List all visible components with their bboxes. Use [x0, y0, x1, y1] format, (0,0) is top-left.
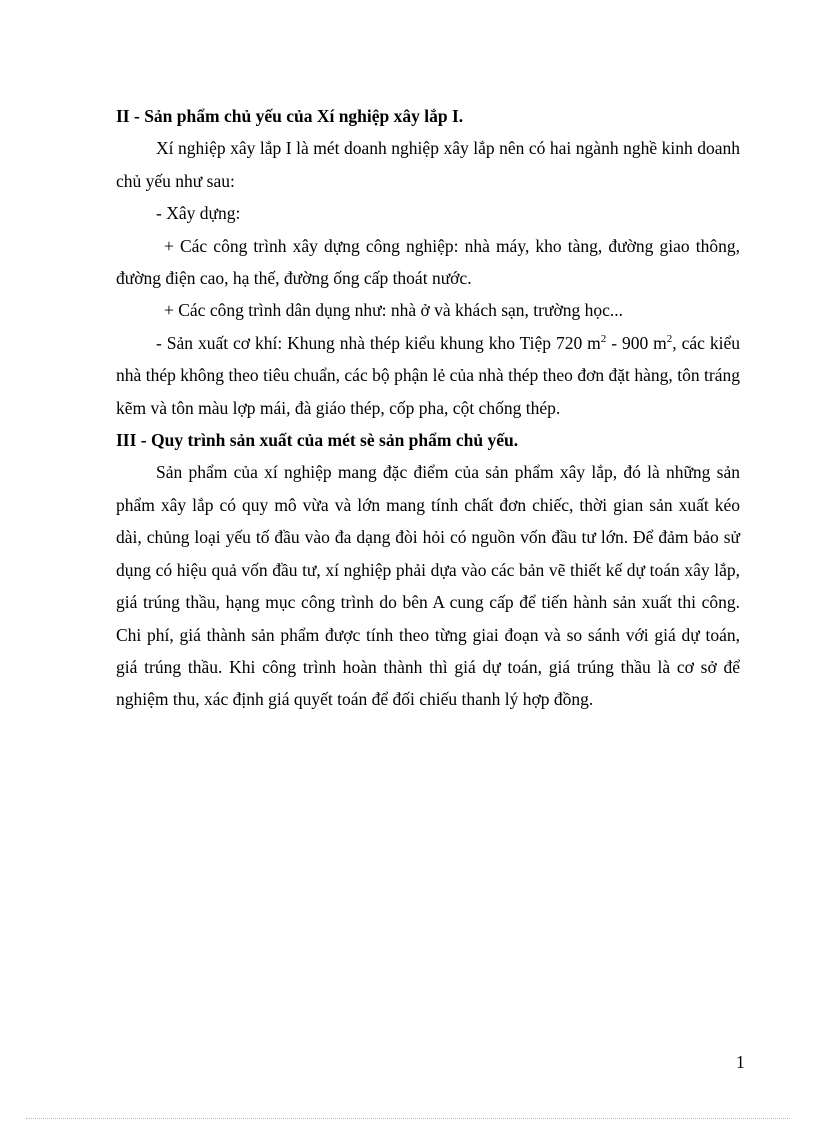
- page-content: [116, 100, 740, 716]
- section-2-intro: Xí nghiệp xây lắp I là mét doanh nghiệp xây lắp nên có hai ngành nghề kinh doanh chủ yếu như sau:: [116, 138, 740, 191]
- construction-label: - Xây dựng:: [156, 203, 241, 224]
- section-2-heading: II - Sản phẩm chủ yếu của Xí nghiệp xây lắp I.: [116, 106, 464, 126]
- construction-civil-item: + Các công trình dân dụng như: nhà ở và khách sạn, trường học...: [164, 300, 623, 321]
- page-bottom-divider: [26, 1118, 790, 1119]
- mechanical-text-part-1: - Sản xuất cơ khí: Khung nhà thép kiểu khung kho Tiệp 720 m: [156, 332, 601, 353]
- page-number: 1: [736, 1052, 745, 1072]
- section-3-body: Sản phẩm của xí nghiệp mang đặc điểm của sản phẩm xây lắp, đó là những sản phẩm xây lắp có quy mô vừa và lớn mang tính chất đơn chiếc, thời gian sản xuất kéo dài, chủng loại yếu tố đầu vào đa dạng đòi hỏi có nguồn vốn đầu tư lớn. Để đảm bảo sử dụng có hiệu quả vốn đầu tư, xí nghiệp phải dựa vào các bản vẽ thiết kế dự toán xây lắp, giá trúng thầu, hạng mục công trình do bên A cung cấp để tiến hành sản xuất thi công. Chi phí, giá thành sản phẩm được tính theo từng giai đoạn và so sánh với giá dự toán, giá trúng thầu. Khi công trình hoàn thành thì giá dự toán, giá trúng thầu là cơ sở để nghiệm thu, xác định giá quyết toán để đối chiếu thanh lý hợp đồng.: [116, 462, 740, 710]
- mechanical-text-part-2: - 900 m: [606, 332, 667, 353]
- mechanical-text-part-3: , các kiểu nhà thép không theo tiêu chuẩn, các bộ phận lẻ của nhà thép theo đơn đặt hàng, tôn tráng kẽm và tôn màu lợp mái, đà giáo thép, cốp pha, cột chống thép.: [116, 332, 740, 418]
- superscript-squared-2: 2: [666, 333, 673, 346]
- superscript-squared-1: 2: [600, 333, 607, 346]
- construction-industrial-item: + Các công trình xây dựng công nghiệp: nhà máy, kho tàng, đường giao thông, đường điện cao, hạ thế, đường ống cấp thoát nước.: [116, 235, 740, 289]
- section-3-heading: III - Quy trình sản xuất của mét sè sản phẩm chủ yếu.: [116, 430, 519, 451]
- mechanical-production-item: [116, 327, 740, 424]
